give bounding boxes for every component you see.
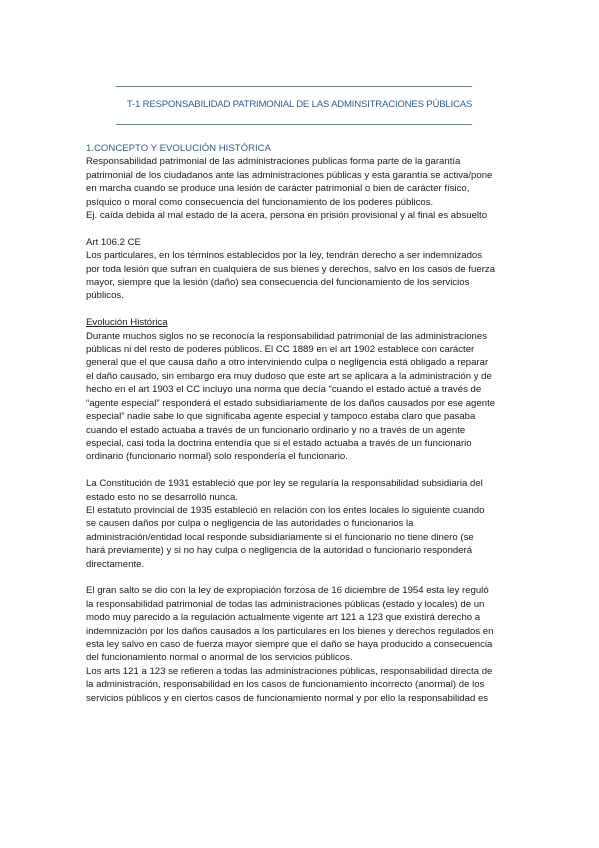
text-line: cuando el estado actuaba a través de un funcionario ordinario y no a través de un agente [86,424,466,436]
text-line: Durante muchos siglos no se reconocía la responsabilidad patrimonial de las administraciones [86,330,488,342]
text-line: públicas ni del resto de poderes públicos. El CC 1889 en el art 1902 establece con carácter [86,344,475,356]
evolution-heading: Evolución Histórica [86,317,168,329]
text-line: hecho en el art 1903 el CC incluyo una norma que decía “cuando el estado actué a través de [86,384,482,396]
text-line: Ej. caída debida al mal estado de la acera, persona en prisión provisional y al final es absuelto [86,210,488,222]
text-line: La Constitución de 1931 estableció que por ley se regularía la responsabilidad subsidiaria del [86,478,483,490]
text-line: mayor, siempre que la lesión (daño) sea consecuencia del funcionamiento de los servicios [86,277,470,289]
evolution-paragraph [86,330,516,464]
text-line: la administración, responsabilidad en los casos de funcionamiento incorrecto (anormal) de los [86,679,485,691]
text-line: la responsabilidad patrimonial de todas las administraciones públicas (estado y locales) de un [86,598,485,610]
text-line: estado esto no se desarrolló nunca. [86,491,239,503]
document-body [86,142,516,705]
section-heading: 1.CONCEPTO Y EVOLUCIÓN HISTÓRICA [86,143,271,154]
title-top-rule [116,86,472,87]
text-line: directamente. [86,558,145,570]
section1-paragraph [86,155,516,222]
text-line: se causen daños por culpa o negligencia de las autoridades o funcionarios la [86,518,414,530]
text-line: esta ley salvo en caso de fuerza mayor siempre que el daño se haya producido a consecuencia [86,638,493,650]
text-line: Responsabilidad patrimonial de las administraciones publicas forma parte de la garantía [86,156,461,168]
text-line: del funcionamiento normal o anormal de los servicios públicos. [86,652,353,664]
text-line: servicios públicos y en ciertos casos de funcionamiento normal y por ello la responsabilidad es [86,692,489,704]
constitution-paragraph [86,477,516,571]
expropriation-paragraph [86,584,516,705]
text-line: modo muy parecido a la regulación actualmente vigente art 121 a 123 que existirá derecho a [86,612,481,624]
text-line: especial” nadie sabe lo que significaba agente especial y tampoco estaba claro que pasaba [86,411,476,423]
title-bottom-rule [116,124,472,125]
text-line: psíquico o moral como consecuencia del funcionamiento de los poderes públicos. [86,196,434,208]
text-line: en marcha cuando se produce una lesión de carácter patrimonial o bien de carácter físico, [86,183,470,195]
text-line: hará previamente) y si no hay culpa o negligencia de la autoridad o funcionario responderá [86,545,473,557]
article-heading: Art 106.2 CE [86,236,141,248]
text-line: públicos. [86,290,124,302]
text-line: ordinario (funcionario normal) solo respondería el funcionario. [86,451,348,463]
text-line: por toda lesión que sufran en cualquiera de sus bienes y derechos, salvo en los casos de fuerza [86,263,496,275]
article-paragraph [86,249,516,303]
text-line: El gran salto se dio con la ley de expropiación forzosa de 16 diciembre de 1954 esta ley reguló [86,585,489,597]
text-line: Los arts 121 a 123 se refieren a todas las administraciones públicas, responsabilidad directa de [86,665,493,677]
text-line: especial, casi toda la doctrina entendía que si el estado actuaba a través de un funcionario [86,437,472,449]
text-line: administración/entidad local responde subsidiariamente si el funcionario no tiene dinero (se [86,531,474,543]
text-line: general que el que causa daño a otro interviniendo culpa o negligencia está obligado a reparar [86,357,489,369]
text-line: “agente especial” responderá el estado subsidiariamente de los daños causados por ese agente [86,397,496,409]
text-line: Los particulares, en los términos establecidos por la ley, tendrán derecho a ser indemnizados [86,250,483,262]
text-line: patrimonial de los ciudadanos ante las administraciones públicas y esta garantía se activa/pone [86,169,493,181]
text-line: El estatuto provincial de 1935 estableció en relación con los entes locales lo siguiente cuando [86,504,485,516]
text-line: indemnización por los daños causados a los particulares en los bienes y derechos regulados en [86,625,494,637]
text-line: el daño causado, sin embargo era muy dudoso que este art se aplicara a la administración y de [86,370,492,382]
document-title: T-1 RESPONSABILIDAD PATRIMONIAL DE LAS ADMINSITRACIONES PÚBLICAS [126,99,473,110]
